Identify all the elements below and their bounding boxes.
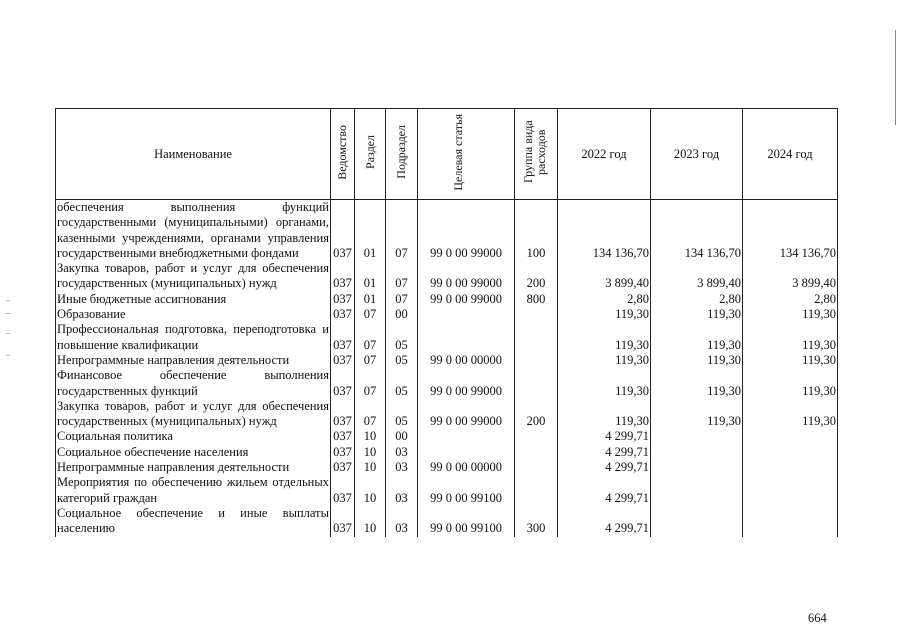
cell-name: Финансовое обеспечение выполнения государственных функций xyxy=(57,368,329,398)
cell-sec: 10 xyxy=(355,475,386,506)
cell-dept: 037 xyxy=(331,399,355,430)
header-2024: 2024 год xyxy=(743,109,838,200)
cell-y2024: 119,30 xyxy=(743,322,838,353)
table-row xyxy=(56,399,838,430)
cell-group xyxy=(515,368,558,399)
cell-dept: 037 xyxy=(331,292,355,307)
cell-group: 100 xyxy=(515,200,558,262)
cell-y2024 xyxy=(743,506,838,537)
cell-sec: 07 xyxy=(355,307,386,322)
header-department: Ведомство xyxy=(331,109,355,200)
cell-name: Непрограммные направления деятельности xyxy=(56,460,331,475)
cell-y2024: 134 136,70 xyxy=(743,200,838,262)
cell-sec: 07 xyxy=(355,353,386,368)
cell-target: 99 0 00 99100 xyxy=(418,506,515,537)
scan-margin-mark xyxy=(6,300,10,301)
cell-sub: 03 xyxy=(386,460,418,475)
cell-y2024: 119,30 xyxy=(743,307,838,322)
cell-sec: 07 xyxy=(355,322,386,353)
cell-y2024 xyxy=(743,460,838,475)
cell-y2023: 134 136,70 xyxy=(651,200,743,262)
cell-sec: 01 xyxy=(355,292,386,307)
cell-sub: 03 xyxy=(386,445,418,460)
cell-target xyxy=(418,322,515,353)
cell-y2024: 119,30 xyxy=(743,353,838,368)
cell-y2024: 119,30 xyxy=(743,399,838,430)
cell-dept: 037 xyxy=(331,429,355,444)
cell-dept: 037 xyxy=(331,445,355,460)
cell-y2023 xyxy=(651,475,743,506)
cell-target xyxy=(418,307,515,322)
cell-sec: 10 xyxy=(355,445,386,460)
table-header-row xyxy=(56,109,838,200)
cell-y2023 xyxy=(651,506,743,537)
cell-target: 99 0 00 99100 xyxy=(418,475,515,506)
cell-target: 99 0 00 99000 xyxy=(418,292,515,307)
cell-group: 200 xyxy=(515,261,558,292)
cell-target: 99 0 00 99000 xyxy=(418,200,515,262)
cell-dept: 037 xyxy=(331,353,355,368)
header-target-article: Целевая статья xyxy=(418,109,515,200)
cell-y2024 xyxy=(743,429,838,444)
cell-sub: 03 xyxy=(386,475,418,506)
cell-y2022: 119,30 xyxy=(558,307,651,322)
cell-y2024: 119,30 xyxy=(743,368,838,399)
table-row xyxy=(56,445,838,460)
cell-y2024 xyxy=(743,475,838,506)
cell-sub: 05 xyxy=(386,399,418,430)
cell-name: Иные бюджетные ассигнования xyxy=(56,292,331,307)
header-subsection: Подраздел xyxy=(386,109,418,200)
cell-y2022: 4 299,71 xyxy=(558,460,651,475)
cell-y2022: 119,30 xyxy=(558,368,651,399)
table-row xyxy=(56,475,838,506)
cell-y2022: 4 299,71 xyxy=(558,429,651,444)
scan-margin-mark xyxy=(6,355,10,356)
cell-y2022: 119,30 xyxy=(558,322,651,353)
table-row xyxy=(56,506,838,537)
cell-y2023 xyxy=(651,445,743,460)
cell-sec: 07 xyxy=(355,368,386,399)
cell-dept: 037 xyxy=(331,475,355,506)
cell-y2022: 3 899,40 xyxy=(558,261,651,292)
table-row xyxy=(56,307,838,322)
table-row xyxy=(56,429,838,444)
cell-sub: 05 xyxy=(386,368,418,399)
cell-sec: 01 xyxy=(355,200,386,262)
cell-sub: 00 xyxy=(386,429,418,444)
cell-y2022: 119,30 xyxy=(558,399,651,430)
cell-group xyxy=(515,429,558,444)
cell-group: 800 xyxy=(515,292,558,307)
cell-name: Образование xyxy=(56,307,331,322)
cell-group xyxy=(515,322,558,353)
cell-y2023: 119,30 xyxy=(651,399,743,430)
cell-sec: 01 xyxy=(355,261,386,292)
header-name: Наименование xyxy=(56,109,331,200)
cell-group xyxy=(515,307,558,322)
cell-target: 99 0 00 99000 xyxy=(418,368,515,399)
cell-target: 99 0 00 00000 xyxy=(418,460,515,475)
cell-sub: 05 xyxy=(386,322,418,353)
cell-sub: 07 xyxy=(386,261,418,292)
cell-sub: 07 xyxy=(386,292,418,307)
cell-y2023: 119,30 xyxy=(651,353,743,368)
cell-y2023 xyxy=(651,429,743,444)
cell-y2022: 119,30 xyxy=(558,353,651,368)
cell-target: 99 0 00 00000 xyxy=(418,353,515,368)
cell-dept: 037 xyxy=(331,506,355,537)
cell-y2022: 4 299,71 xyxy=(558,475,651,506)
cell-y2024 xyxy=(743,445,838,460)
header-2022: 2022 год xyxy=(558,109,651,200)
cell-name: Профессиональная подготовка, переподготовка и повышение квалификации xyxy=(57,322,329,352)
header-expense-group: Группа вида расходов xyxy=(515,109,558,200)
table-row xyxy=(56,353,838,368)
cell-name: Социальное обеспечение и иные выплаты населению xyxy=(57,505,329,536)
table-row xyxy=(56,368,838,399)
cell-dept: 037 xyxy=(331,261,355,292)
cell-name: обеспечения выполнения функций государственными (муниципальными) органами, казенными учреждениями, органами управления государственными внебюджетными фондами xyxy=(57,200,329,260)
cell-group: 300 xyxy=(515,506,558,537)
cell-dept: 037 xyxy=(331,200,355,262)
cell-y2023: 119,30 xyxy=(651,322,743,353)
cell-y2023: 3 899,40 xyxy=(651,261,743,292)
cell-sec: 10 xyxy=(355,429,386,444)
scan-edge-line xyxy=(895,30,896,125)
cell-y2023: 119,30 xyxy=(651,307,743,322)
cell-y2022: 2,80 xyxy=(558,292,651,307)
cell-name: Закупка товаров, работ и услуг для обеспечения государственных (муниципальных) нужд xyxy=(57,398,329,429)
header-2023: 2023 год xyxy=(651,109,743,200)
cell-name: Социальное обеспечение населения xyxy=(56,445,331,460)
cell-target xyxy=(418,445,515,460)
cell-sec: 07 xyxy=(355,399,386,430)
cell-group xyxy=(515,445,558,460)
table-row xyxy=(56,261,838,292)
cell-name: Социальная политика xyxy=(56,429,331,444)
scan-margin-mark xyxy=(6,313,10,314)
cell-y2024: 3 899,40 xyxy=(743,261,838,292)
cell-sub: 03 xyxy=(386,506,418,537)
table-row xyxy=(56,292,838,307)
cell-group xyxy=(515,475,558,506)
cell-y2024: 2,80 xyxy=(743,292,838,307)
cell-y2022: 134 136,70 xyxy=(558,200,651,262)
cell-y2023: 119,30 xyxy=(651,368,743,399)
cell-dept: 037 xyxy=(331,368,355,399)
cell-sec: 10 xyxy=(355,506,386,537)
cell-target: 99 0 00 99000 xyxy=(418,399,515,430)
cell-dept: 037 xyxy=(331,460,355,475)
cell-dept: 037 xyxy=(331,307,355,322)
scan-margin-mark xyxy=(6,333,10,334)
page-number: 664 xyxy=(808,611,827,625)
cell-y2022: 4 299,71 xyxy=(558,506,651,537)
cell-name: Мероприятия по обеспечению жильем отдельных категорий граждан xyxy=(57,475,329,505)
cell-group xyxy=(515,460,558,475)
cell-name: Непрограммные направления деятельности xyxy=(56,353,331,368)
table-row xyxy=(56,322,838,353)
cell-sub: 05 xyxy=(386,353,418,368)
cell-name: Закупка товаров, работ и услуг для обеспечения государственных (муниципальных) нужд xyxy=(57,261,329,291)
cell-y2023 xyxy=(651,460,743,475)
cell-sec: 10 xyxy=(355,460,386,475)
cell-group xyxy=(515,353,558,368)
cell-dept: 037 xyxy=(331,322,355,353)
budget-table xyxy=(55,108,838,537)
cell-target: 99 0 00 99000 xyxy=(418,261,515,292)
cell-sub: 00 xyxy=(386,307,418,322)
cell-target xyxy=(418,429,515,444)
cell-y2023: 2,80 xyxy=(651,292,743,307)
cell-group: 200 xyxy=(515,399,558,430)
header-section: Раздел xyxy=(355,109,386,200)
cell-y2022: 4 299,71 xyxy=(558,445,651,460)
table-row xyxy=(56,460,838,475)
table-row xyxy=(56,200,838,262)
cell-sub: 07 xyxy=(386,200,418,262)
